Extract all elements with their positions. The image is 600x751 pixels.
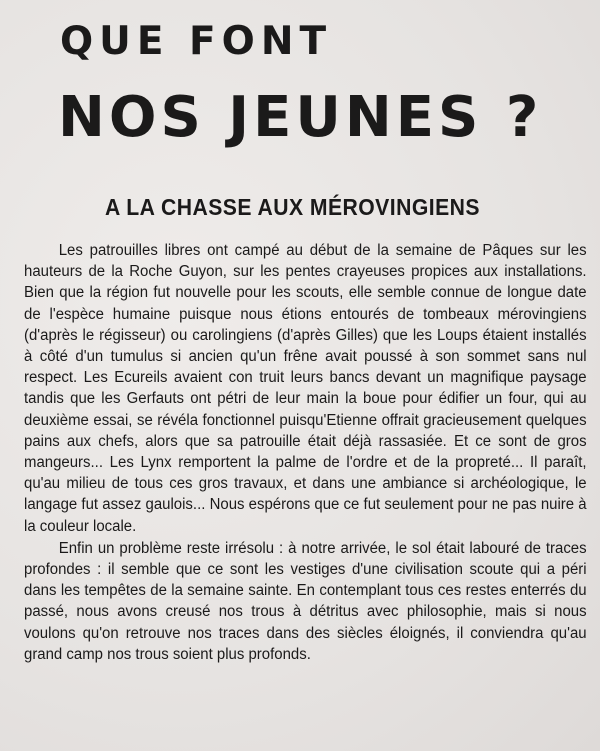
paragraph-2: Enfin un problème reste irrésolu : à notre arrivée, le sol était labouré de traces profondes : il semble que ce sont les vestiges d'une civilisation scoute qui a péri dans les tempêtes de la semaine sainte. En contemplant tous ces restes enterrés du passé, nous avons creusé nos trous à détritus avec philosophie, mais si nous voulons qu'on retrouve nos traces dans des siècles éloignés, il conviendra qu'au grand camp nos trous soient plus profonds. xyxy=(24,539,587,663)
headline-line-2: NOS JEUNES ? xyxy=(58,85,543,150)
headline-line-1: QUE FONT xyxy=(60,19,333,64)
paragraph-1: Les patrouilles libres ont campé au début de la semaine de Pâques sur les hauteurs de la Roche Guyon, sur les pentes crayeuses propices aux installations. Bien que la région fut nouvelle pour les scouts, elle semble connue de longue date de l'espèce humaine puisque nous étions entourés de tombeaux mérovingiens (d'après le régisseur) ou carolingiens (d'après Gilles) que les Loups étaient installés à côté d'un tumulus si ancien qu'un frêne avait poussé à son sommet sans nul respect. Les Ecureils avaient con truit leurs bancs devant un magnifique paysage tandis que les Gerfauts ont pétri de leur main la boue pour édifier un four, qui au deuxième essai, se révéla fonctionnel puisqu'Etienne offrait gracieusement quelques pains aux chefs, alors que sa patrouille était déjà rassasiée. Et ce sont de gros mangeurs... Les Lynx remportent la palme de l'ordre et de la propreté... Il paraît, qu'au milieu de tous ces gros travaux, et dans une ambiance si archéologique, le langage fut assez gaulois... Nous espérons que ce fut seulement pour ne pas nuire à la couleur locale. xyxy=(24,242,587,535)
article-subtitle: A LA CHASSE AUX MÉROVINGIENS xyxy=(105,194,481,220)
article-body xyxy=(24,240,587,665)
